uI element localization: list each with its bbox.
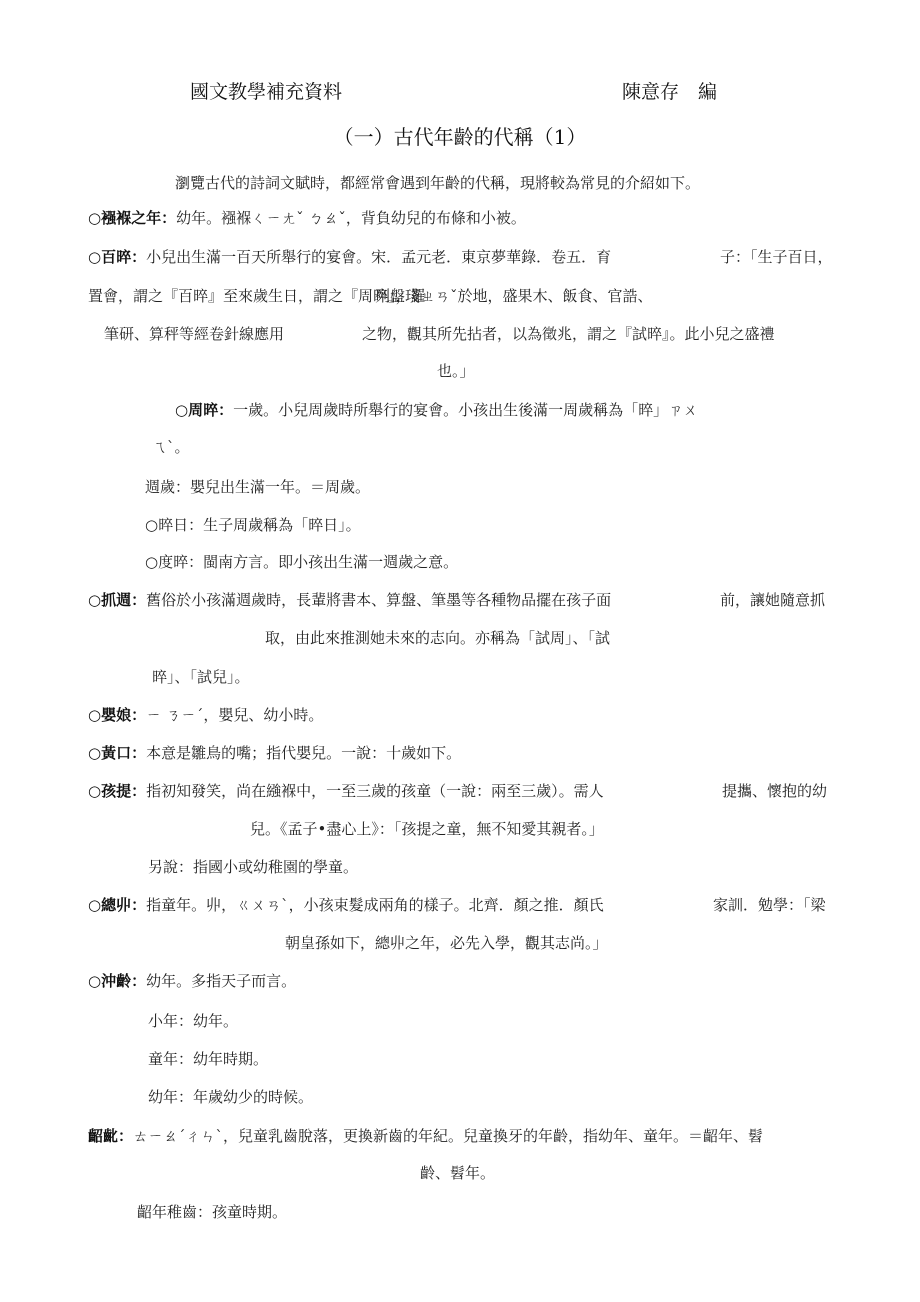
intro-paragraph: 瀏覽古代的詩詞文賦時，都經常會遇到年齡的代稱，現將較為常見的介紹如下。: [175, 174, 701, 192]
entry-text: ○度晬：閩南方言。即小孩出生滿一週歲之意。: [145, 553, 459, 571]
entry-text: 置會，謂之『百晬』至來歲生日，謂之『周晬』，羅: [88, 287, 426, 305]
entry-term: 齠齔：: [88, 1127, 134, 1145]
entry-line: [137, 1202, 287, 1222]
entry-term: ○抓週：: [88, 591, 147, 609]
entry-line: [148, 1087, 313, 1107]
entry-term: ○孩提：: [88, 782, 147, 800]
entry-text: 本意是雛鳥的嘴；指代嬰兒。一說：十歲如下。: [146, 744, 462, 762]
entry-text-continued: 之物，觀其所先拈者，以為徵兆，謂之『試晬』。此小兒之盛禮: [362, 325, 775, 343]
entry-text: 齡、髫年。: [420, 1164, 496, 1182]
entry-text: 齠年稚齒：孩童時期。: [137, 1203, 288, 1221]
entry-text: 兒。《孟子•盡心上》：「孩提之童，無不知愛其親者。」: [250, 820, 604, 838]
entry-term: ○沖齡：: [88, 972, 147, 990]
entry-line: [148, 857, 358, 877]
entry-text: 朝皇孫如下，總丱之年，必先入學，觀其志尚。」: [285, 934, 608, 952]
entry-line: [437, 361, 475, 381]
entry-text: 小年：幼年。: [148, 1012, 239, 1030]
entry-text-continued: 前，讓她隨意抓: [720, 591, 826, 609]
entry-term: ○周晬：: [175, 401, 234, 419]
entry-line: [88, 781, 604, 801]
entry-term: ○襁褓之年：: [88, 209, 177, 227]
entry-line: [145, 552, 458, 572]
entry-line: [88, 1126, 763, 1146]
document-author: 陳意存 編: [622, 81, 718, 103]
entry-line: [250, 819, 604, 839]
entry-text: 週歲：嬰兒出生滿一年。＝周歲。: [145, 478, 371, 496]
entry-text: ○晬日：生子周歲稱為「晬日」。: [145, 516, 361, 534]
entry-text: ㄟˋ。: [152, 438, 190, 456]
entry-text: 另說：指國小或幼稚園的學童。: [148, 858, 359, 876]
entry-line: [88, 895, 604, 915]
entry-text-continued: 提攜、懷抱的幼: [722, 782, 828, 800]
entry-text: 幼年。襁褓ㄑㄧㄤˇ ㄅㄠˇ，背負幼兒的布條和小被。: [176, 209, 526, 227]
entry-text: 幼年。多指天子而言。: [146, 972, 297, 990]
entry-line: [152, 437, 190, 457]
entry-text: 取，由此來推測她未來的志向。亦稱為「試周」、「試: [265, 629, 611, 647]
entry-line: [88, 208, 526, 228]
entry-text: ㄊㄧㄠˊㄔㄣˋ，兒童乳齒脫落，更換新齒的年紀。兒童換牙的年齡，指幼年、童年。＝齠年、髫: [133, 1127, 764, 1145]
entry-text: 指童年。丱，ㄍㄨㄢˋ，小孩束髮成兩角的樣子。北齊．顏之推．顏氏: [146, 896, 604, 914]
entry-term: ○總丱：: [88, 896, 147, 914]
entry-line: [104, 324, 284, 344]
entry-text: 也。」: [437, 362, 475, 380]
entry-line: [175, 400, 698, 420]
entry-line: [265, 628, 610, 648]
entry-text: 晬」、「試兒」。: [152, 668, 250, 686]
entry-text: 筆研、算秤等經卷針線應用: [104, 325, 285, 343]
entry-line: [152, 667, 250, 687]
entry-line: [420, 1163, 495, 1183]
entry-text: ㄧ ㄋㄧˊ，嬰兒、幼小時。: [146, 706, 324, 724]
entry-line: [88, 743, 461, 763]
entry-line: [148, 1011, 238, 1031]
entry-line: [145, 515, 361, 535]
entry-text: 舊俗於小孩滿週歲時，長輩將書本、算盤、筆墨等各種物品擺在孩子面: [146, 591, 612, 609]
entry-line: [88, 247, 611, 267]
document-header-title: 國文教學補充資料: [190, 81, 343, 103]
entry-line: [88, 590, 611, 610]
entry-text-continued: 家訓．勉學：「梁: [713, 896, 826, 914]
entry-text-continued: 子：「生子百日，: [720, 248, 833, 266]
entry-text: 指初知發笑，尚在繈褓中，一至三歲的孩童（一說：兩至三歲）。需人: [146, 782, 604, 800]
entry-text: 童年：幼年時期。: [148, 1050, 269, 1068]
entry-text: 小兒出生滿一百天所舉行的宴會。宋．孟元老．東京夢華錄．卷五．育: [146, 248, 612, 266]
entry-line: [148, 1049, 268, 1069]
entry-term: ○百晬：: [88, 248, 147, 266]
entry-text-continued: 列盤琖ㄓㄢˇ於地，盛果木、飯食、官誥、: [375, 287, 653, 305]
document-title: （一）古代年齡的代稱（1）: [333, 125, 587, 149]
entry-text: 幼年：年歲幼少的時候。: [148, 1088, 314, 1106]
entry-line: [285, 933, 608, 953]
entry-line: [145, 477, 370, 497]
entry-term: ○黃口：: [88, 744, 147, 762]
entry-text: 一歲。小兒周歲時所舉行的宴會。小孩出生後滿一周歲稱為「晬」ㄗㄨ: [233, 401, 699, 419]
entry-line: [88, 705, 323, 725]
entry-line: [88, 971, 296, 991]
entry-term: ○嬰娘：: [88, 706, 147, 724]
